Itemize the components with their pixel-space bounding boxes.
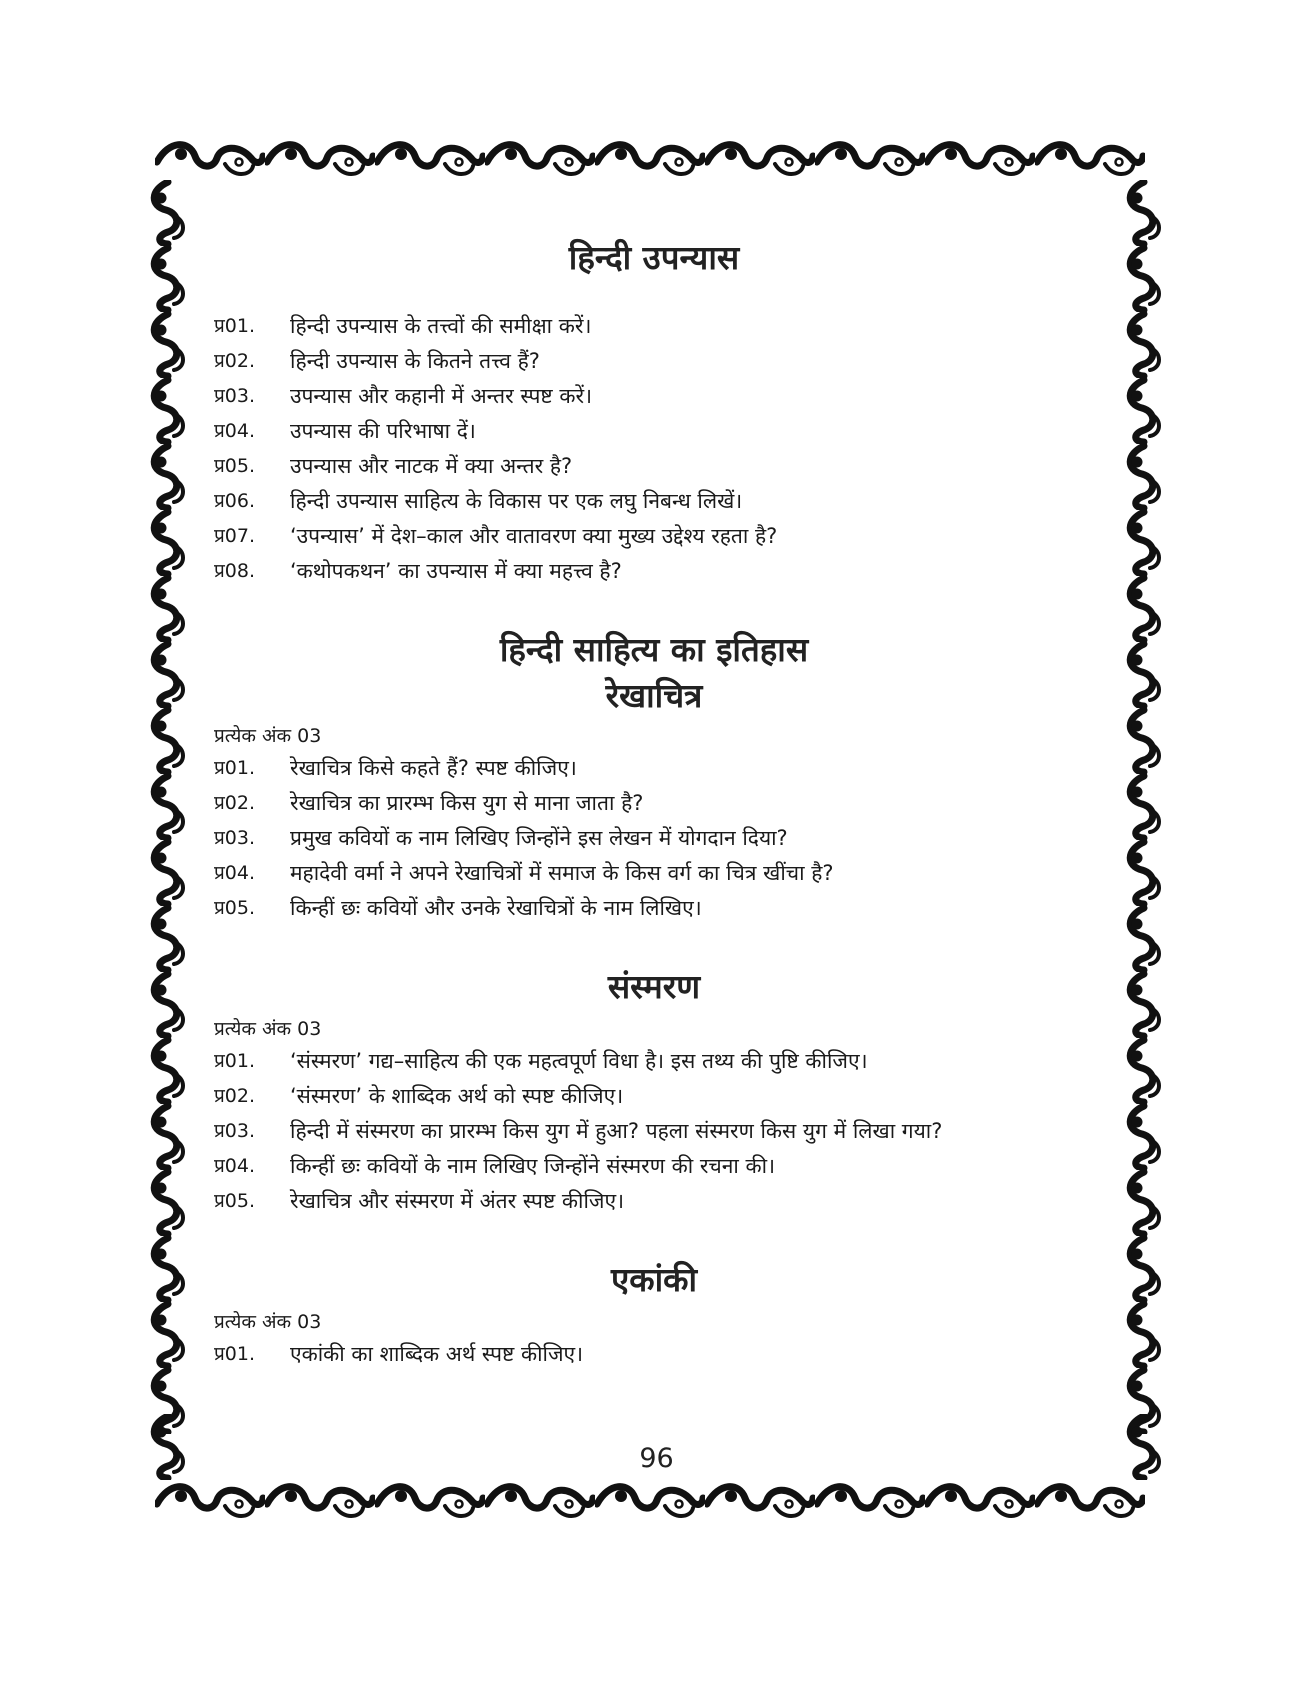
question-number: प्र01. — [214, 757, 256, 779]
question-item — [214, 1044, 1094, 1079]
question-number: प्र01. — [214, 315, 256, 337]
question-text: प्रमुख कवियों क नाम लिखिए जिन्होंने इस लेखन में योगदान दिया? — [290, 826, 788, 850]
question-text: किन्हीं छः कवियों के नाम लिखिए जिन्होंने संस्मरण की रचना की। — [290, 1154, 776, 1178]
question-text: एकांकी का शाब्दिक अर्थ स्पष्ट कीजिए। — [290, 1342, 584, 1366]
section-heading: संस्मरण — [607, 967, 701, 1006]
section-memoir — [214, 964, 1094, 1219]
question-list — [214, 1044, 1094, 1219]
border-left — [154, 182, 183, 1478]
question-item — [214, 786, 1094, 821]
question-item — [214, 449, 1094, 484]
question-number: प्र03. — [214, 827, 256, 849]
section-subheading: रेखाचित्र — [605, 676, 703, 715]
question-number: प्र04. — [214, 420, 256, 442]
question-number: प्र05. — [214, 897, 256, 919]
question-item — [214, 414, 1094, 449]
question-number: प्र01. — [214, 1343, 256, 1365]
question-item — [214, 1114, 1094, 1149]
marks-label: प्रत्येक अंक 03 — [214, 1018, 322, 1040]
question-item — [214, 379, 1094, 414]
question-text: हिन्दी उपन्यास के कितने तत्त्व हैं? — [290, 349, 540, 373]
section-sketch — [214, 627, 1094, 926]
question-number: प्र02. — [214, 1085, 256, 1107]
question-item — [214, 554, 1094, 589]
section-heading: हिन्दी साहित्य का इतिहास — [499, 630, 809, 669]
question-item — [214, 1184, 1094, 1219]
question-item — [214, 1149, 1094, 1184]
border-right — [1130, 182, 1159, 1478]
question-text: ‘संस्मरण’ गद्य–साहित्य की एक महत्वपूर्ण विधा है। इस तथ्य की पुष्टि कीजिए। — [290, 1049, 868, 1073]
question-item — [214, 821, 1094, 856]
section-one-act-play — [214, 1257, 1094, 1372]
question-number: प्र02. — [214, 792, 256, 814]
question-list — [214, 309, 1094, 589]
question-text: रेखाचित्र किसे कहते हैं? स्पष्ट कीजिए। — [290, 756, 577, 780]
marks-label: प्रत्येक अंक 03 — [214, 725, 322, 747]
question-text: ‘उपन्यास’ में देश–काल और वातावरण क्या मुख्य उद्देश्य रहता है? — [290, 524, 778, 548]
question-item — [214, 309, 1094, 344]
question-text: उपन्यास और नाटक में क्या अन्तर है? — [290, 454, 573, 478]
question-item — [214, 1079, 1094, 1114]
question-number: प्र07. — [214, 525, 256, 547]
question-number: प्र05. — [214, 1190, 256, 1212]
content-area — [214, 235, 1094, 1372]
question-item — [214, 751, 1094, 786]
question-item — [214, 856, 1094, 891]
question-item — [214, 1337, 1094, 1372]
question-list — [214, 751, 1094, 926]
question-list — [214, 1337, 1094, 1372]
question-text: रेखाचित्र और संस्मरण में अंतर स्पष्ट कीजिए। — [290, 1189, 625, 1213]
question-text: महादेवी वर्मा ने अपने रेखाचित्रों में समाज के किस वर्ग का चित्र खींचा है? — [290, 861, 834, 885]
question-number: प्र03. — [214, 1120, 256, 1142]
question-text: ‘कथोपकथन’ का उपन्यास में क्या महत्त्व है? — [290, 559, 622, 583]
question-text: हिन्दी उपन्यास साहित्य के विकास पर एक लघु निबन्ध लिखें। — [290, 489, 743, 513]
border-top — [157, 145, 1143, 174]
section-hindi-novel — [214, 235, 1094, 589]
question-number: प्र03. — [214, 385, 256, 407]
question-number: प्र06. — [214, 490, 256, 512]
question-text: हिन्दी में संस्मरण का प्रारम्भ किस युग में हुआ? पहला संस्मरण किस युग में लिखा गया? — [290, 1119, 943, 1143]
question-item — [214, 891, 1094, 926]
question-text: किन्हीं छः कवियों और उनके रेखाचित्रों के नाम लिखिए। — [290, 896, 702, 920]
question-text: रेखाचित्र का प्रारम्भ किस युग से माना जाता है? — [290, 791, 644, 815]
question-number: प्र04. — [214, 1155, 256, 1177]
marks-label: प्रत्येक अंक 03 — [214, 1311, 322, 1333]
question-number: प्र02. — [214, 350, 256, 372]
question-text: उपन्यास और कहानी में अन्तर स्पष्ट करें। — [290, 384, 593, 408]
question-number: प्र05. — [214, 455, 256, 477]
section-heading: हिन्दी उपन्यास — [568, 238, 740, 277]
question-text: उपन्यास की परिभाषा दें। — [290, 419, 476, 443]
question-text: हिन्दी उपन्यास के तत्त्वों की समीक्षा करें। — [290, 314, 592, 338]
border-bottom — [157, 1487, 1143, 1516]
section-heading: एकांकी — [610, 1260, 698, 1299]
question-item — [214, 519, 1094, 554]
question-number: प्र01. — [214, 1050, 256, 1072]
question-number: प्र08. — [214, 560, 256, 582]
question-item — [214, 484, 1094, 519]
question-item — [214, 344, 1094, 379]
question-number: प्र04. — [214, 862, 256, 884]
question-text: ‘संस्मरण’ के शाब्दिक अर्थ को स्पष्ट कीजिए। — [290, 1084, 624, 1108]
page-number: 96 — [639, 1443, 674, 1474]
